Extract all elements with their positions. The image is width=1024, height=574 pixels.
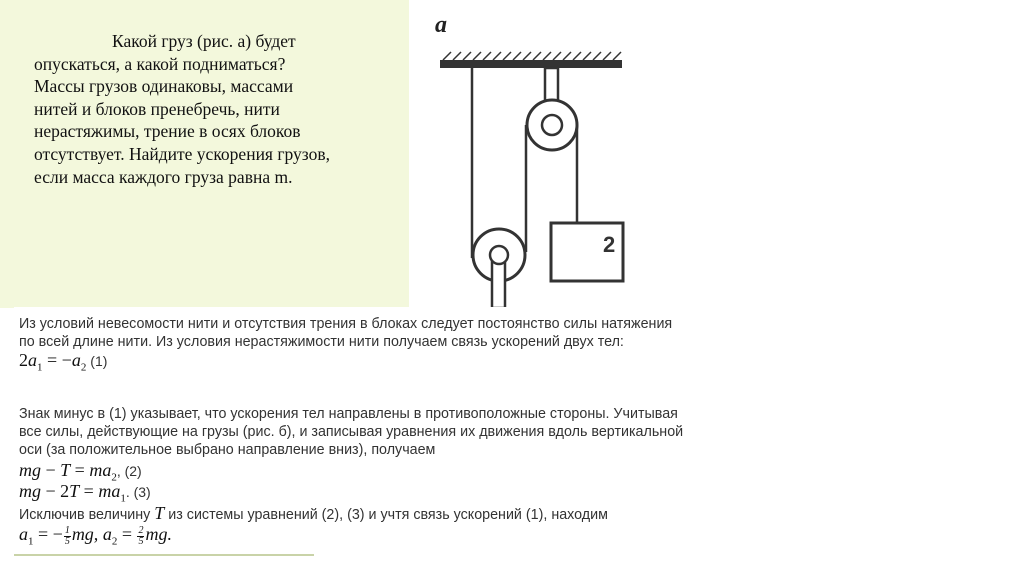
divider [14,554,314,556]
solution-text-line: все силы, действующие на грузы (рис. б), и записывая уравнения их движения вдоль вертикальной [19,424,684,440]
solution-text-line: Знак минус в (1) указывает, что ускорения тел направлены в противоположные стороны. Учитывая [19,406,678,422]
result-equation: $a_1$ = − $\frac{1}{5}$ mg, $a_2$ = $\frac{2}{5}$ mg. [19,524,172,548]
problem-line: опускаться, а какой подниматься? [34,53,286,74]
weight-label: 2 [603,232,616,257]
equation-1: $2a_1 = -a_2$ (1) [19,350,108,374]
solution-text-line: оси (за положительное выбрано направление вниз), получаем [19,442,436,458]
equation-2: mg − $T = ma_2$, (2) [19,460,142,484]
solution-text-line: Исключив величину T из системы уравнений (2), (3) и учтя связь ускорений (1), находим [19,503,608,523]
weight-2 [551,223,623,281]
ceiling [440,52,622,68]
fixed-pulley [527,68,577,150]
problem-line: Какой груз (рис. а) будет [112,31,296,51]
problem-line: нитей и блоков пренебречь, нити [34,98,280,119]
solution-text-line: Из условий невесомости нити и отсутствия трения в блоках следует постоянство силы натяжения [19,316,673,332]
problem-line: отсутствует. Найдите ускорения грузов, [34,143,331,164]
figure-label: а [435,12,447,38]
solution-block [14,307,774,555]
pulley-figure [425,0,655,310]
solution-text-line: по всей длине нити. Из условия нерастяжимости нити получаем связь ускорений двух тел: [19,334,624,350]
movable-pulley [473,229,525,308]
problem-statement [34,30,404,188]
problem-line: Массы грузов одинаковы, массами [34,76,294,97]
problem-line: если масса каждого груза равна m. [34,166,293,187]
equation-3: mg − $2T = ma_1$. (3) [19,481,151,505]
problem-line: нерастяжимы, трение в осях блоков [34,121,301,142]
